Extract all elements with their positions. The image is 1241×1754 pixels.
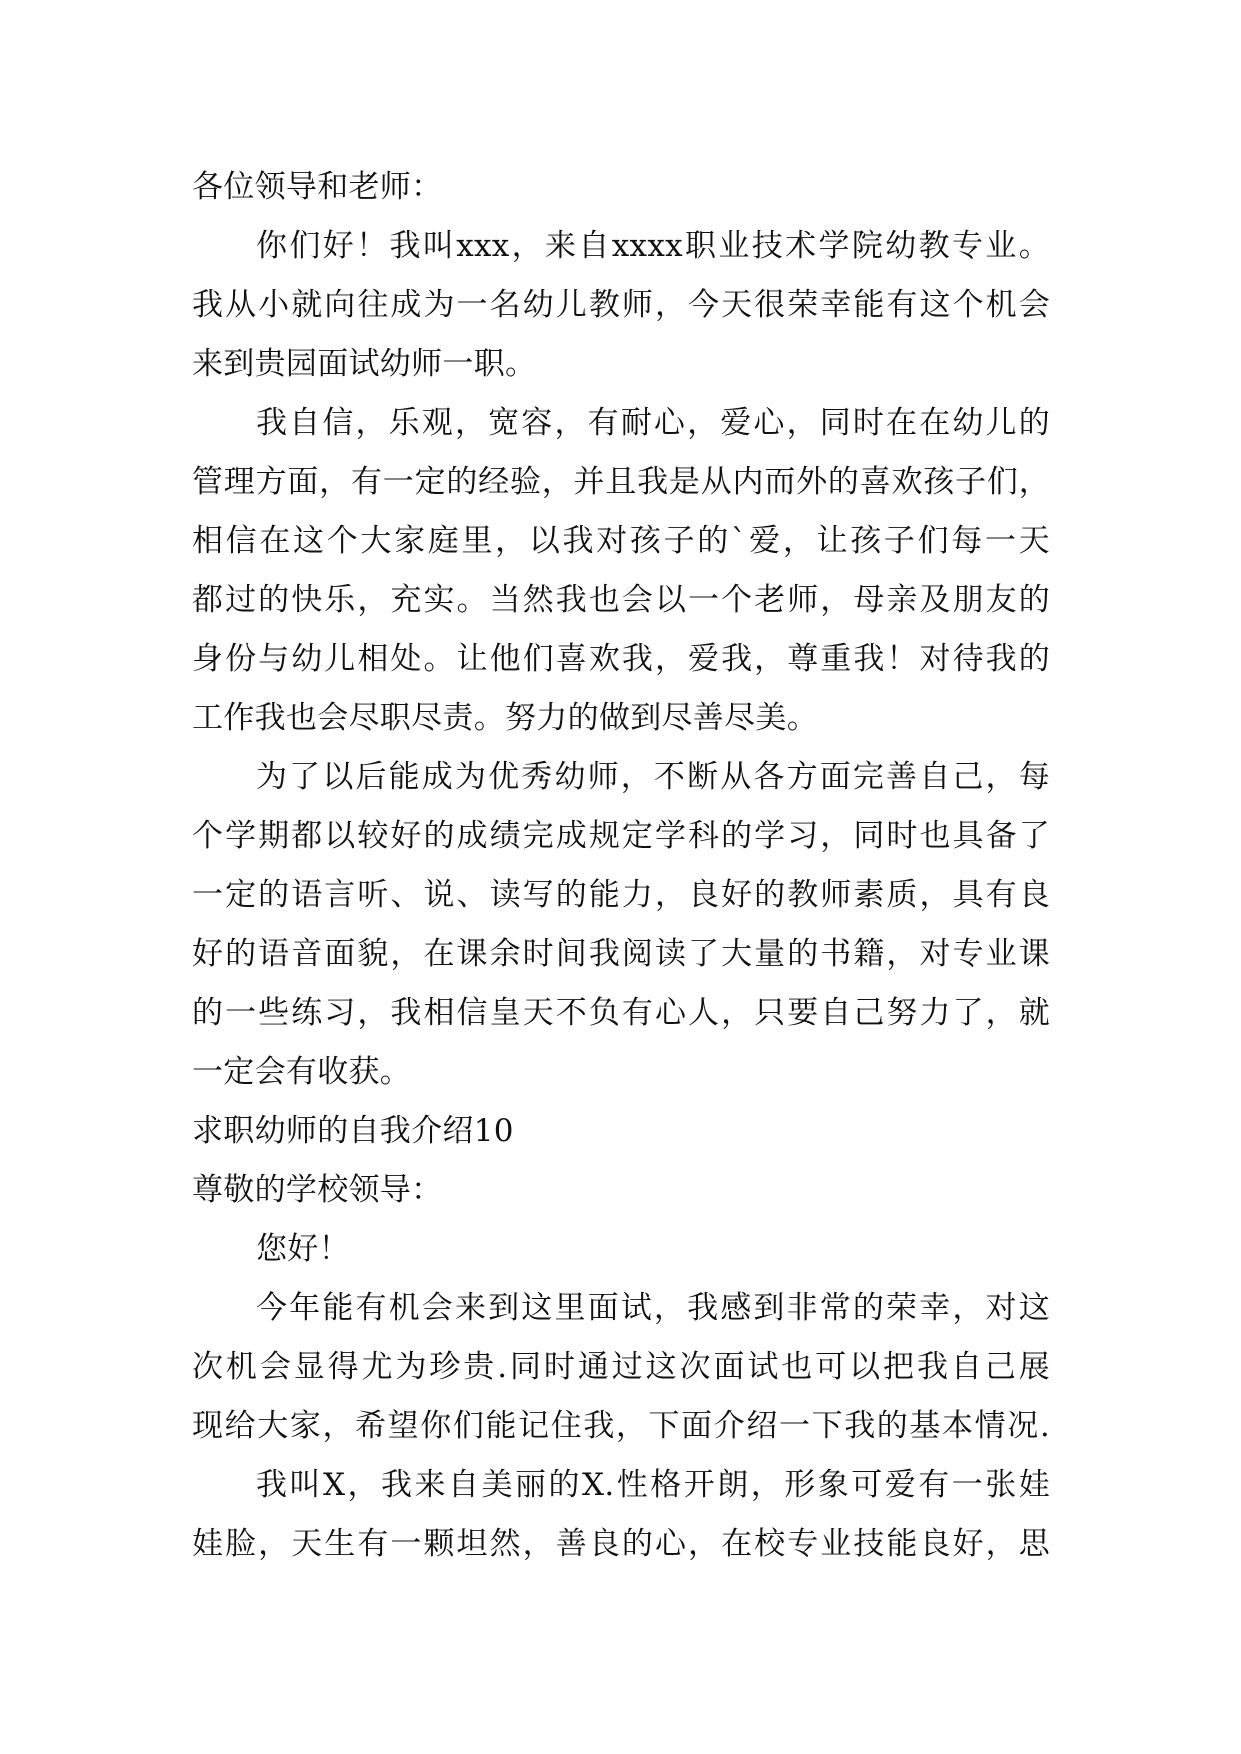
paragraph-line: 都过的快乐，充实。当然我也会以一个老师，母亲及朋友的 [192,582,1050,618]
paragraph-line: 我叫X，我来自美丽的X.性格开朗，形象可爱有一张娃 [256,1467,1050,1503]
paragraph-line: 次机会显得尤为珍贵.同时通过这次面试也可以把我自己展 [192,1349,1050,1385]
paragraph-line: 管理方面，有一定的经验，并且我是从内而外的喜欢孩子们， [192,464,1050,500]
paragraph-line: 来到贵园面试幼师一职。 [192,346,537,382]
paragraph-line: 今年能有机会来到这里面试，我感到非常的荣幸，对这 [256,1290,1050,1326]
paragraph-line: 我从小就向往成为一名幼儿教师，今天很荣幸能有这个机会 [192,287,1050,323]
paragraph-line: 现给大家，希望你们能记住我，下面介绍一下我的基本情况. [192,1408,1050,1444]
paragraph-line: 工作我也会尽职尽责。努力的做到尽善尽美。 [192,700,818,736]
salutation-line: 各位领导和老师： [192,169,443,205]
section-heading: 求职幼师的自我介绍10 [192,1113,514,1149]
document-body [192,158,1050,1574]
paragraph-line: 身份与幼儿相处。让他们喜欢我，爱我，尊重我！对待我的 [192,641,1050,677]
paragraph-line: 一定会有收获。 [192,1054,412,1090]
paragraph-line: 我自信，乐观，宽容，有耐心，爱心，同时在在幼儿的 [256,405,1050,441]
greeting-line: 您好！ [256,1231,350,1267]
paragraph-line: 你们好！我叫xxx，来自xxxx职业技术学院幼教专业。 [256,228,1050,264]
paragraph-line: 娃脸，天生有一颗坦然，善良的心，在校专业技能良好，思 [192,1526,1050,1562]
paragraph-line: 好的语音面貌，在课余时间我阅读了大量的书籍，对专业课 [192,936,1050,972]
salutation-line: 尊敬的学校领导： [192,1172,443,1208]
paragraph-line: 相信在这个大家庭里，以我对孩子的`爱，让孩子们每一天 [192,523,1050,559]
paragraph-line: 的一些练习，我相信皇天不负有心人，只要自己努力了，就 [192,995,1050,1031]
paragraph-line: 为了以后能成为优秀幼师，不断从各方面完善自己，每 [256,759,1050,795]
paragraph-line: 一定的语言听、说、读写的能力，良好的教师素质，具有良 [192,877,1050,913]
paragraph-line: 个学期都以较好的成绩完成规定学科的学习，同时也具备了 [192,818,1050,854]
